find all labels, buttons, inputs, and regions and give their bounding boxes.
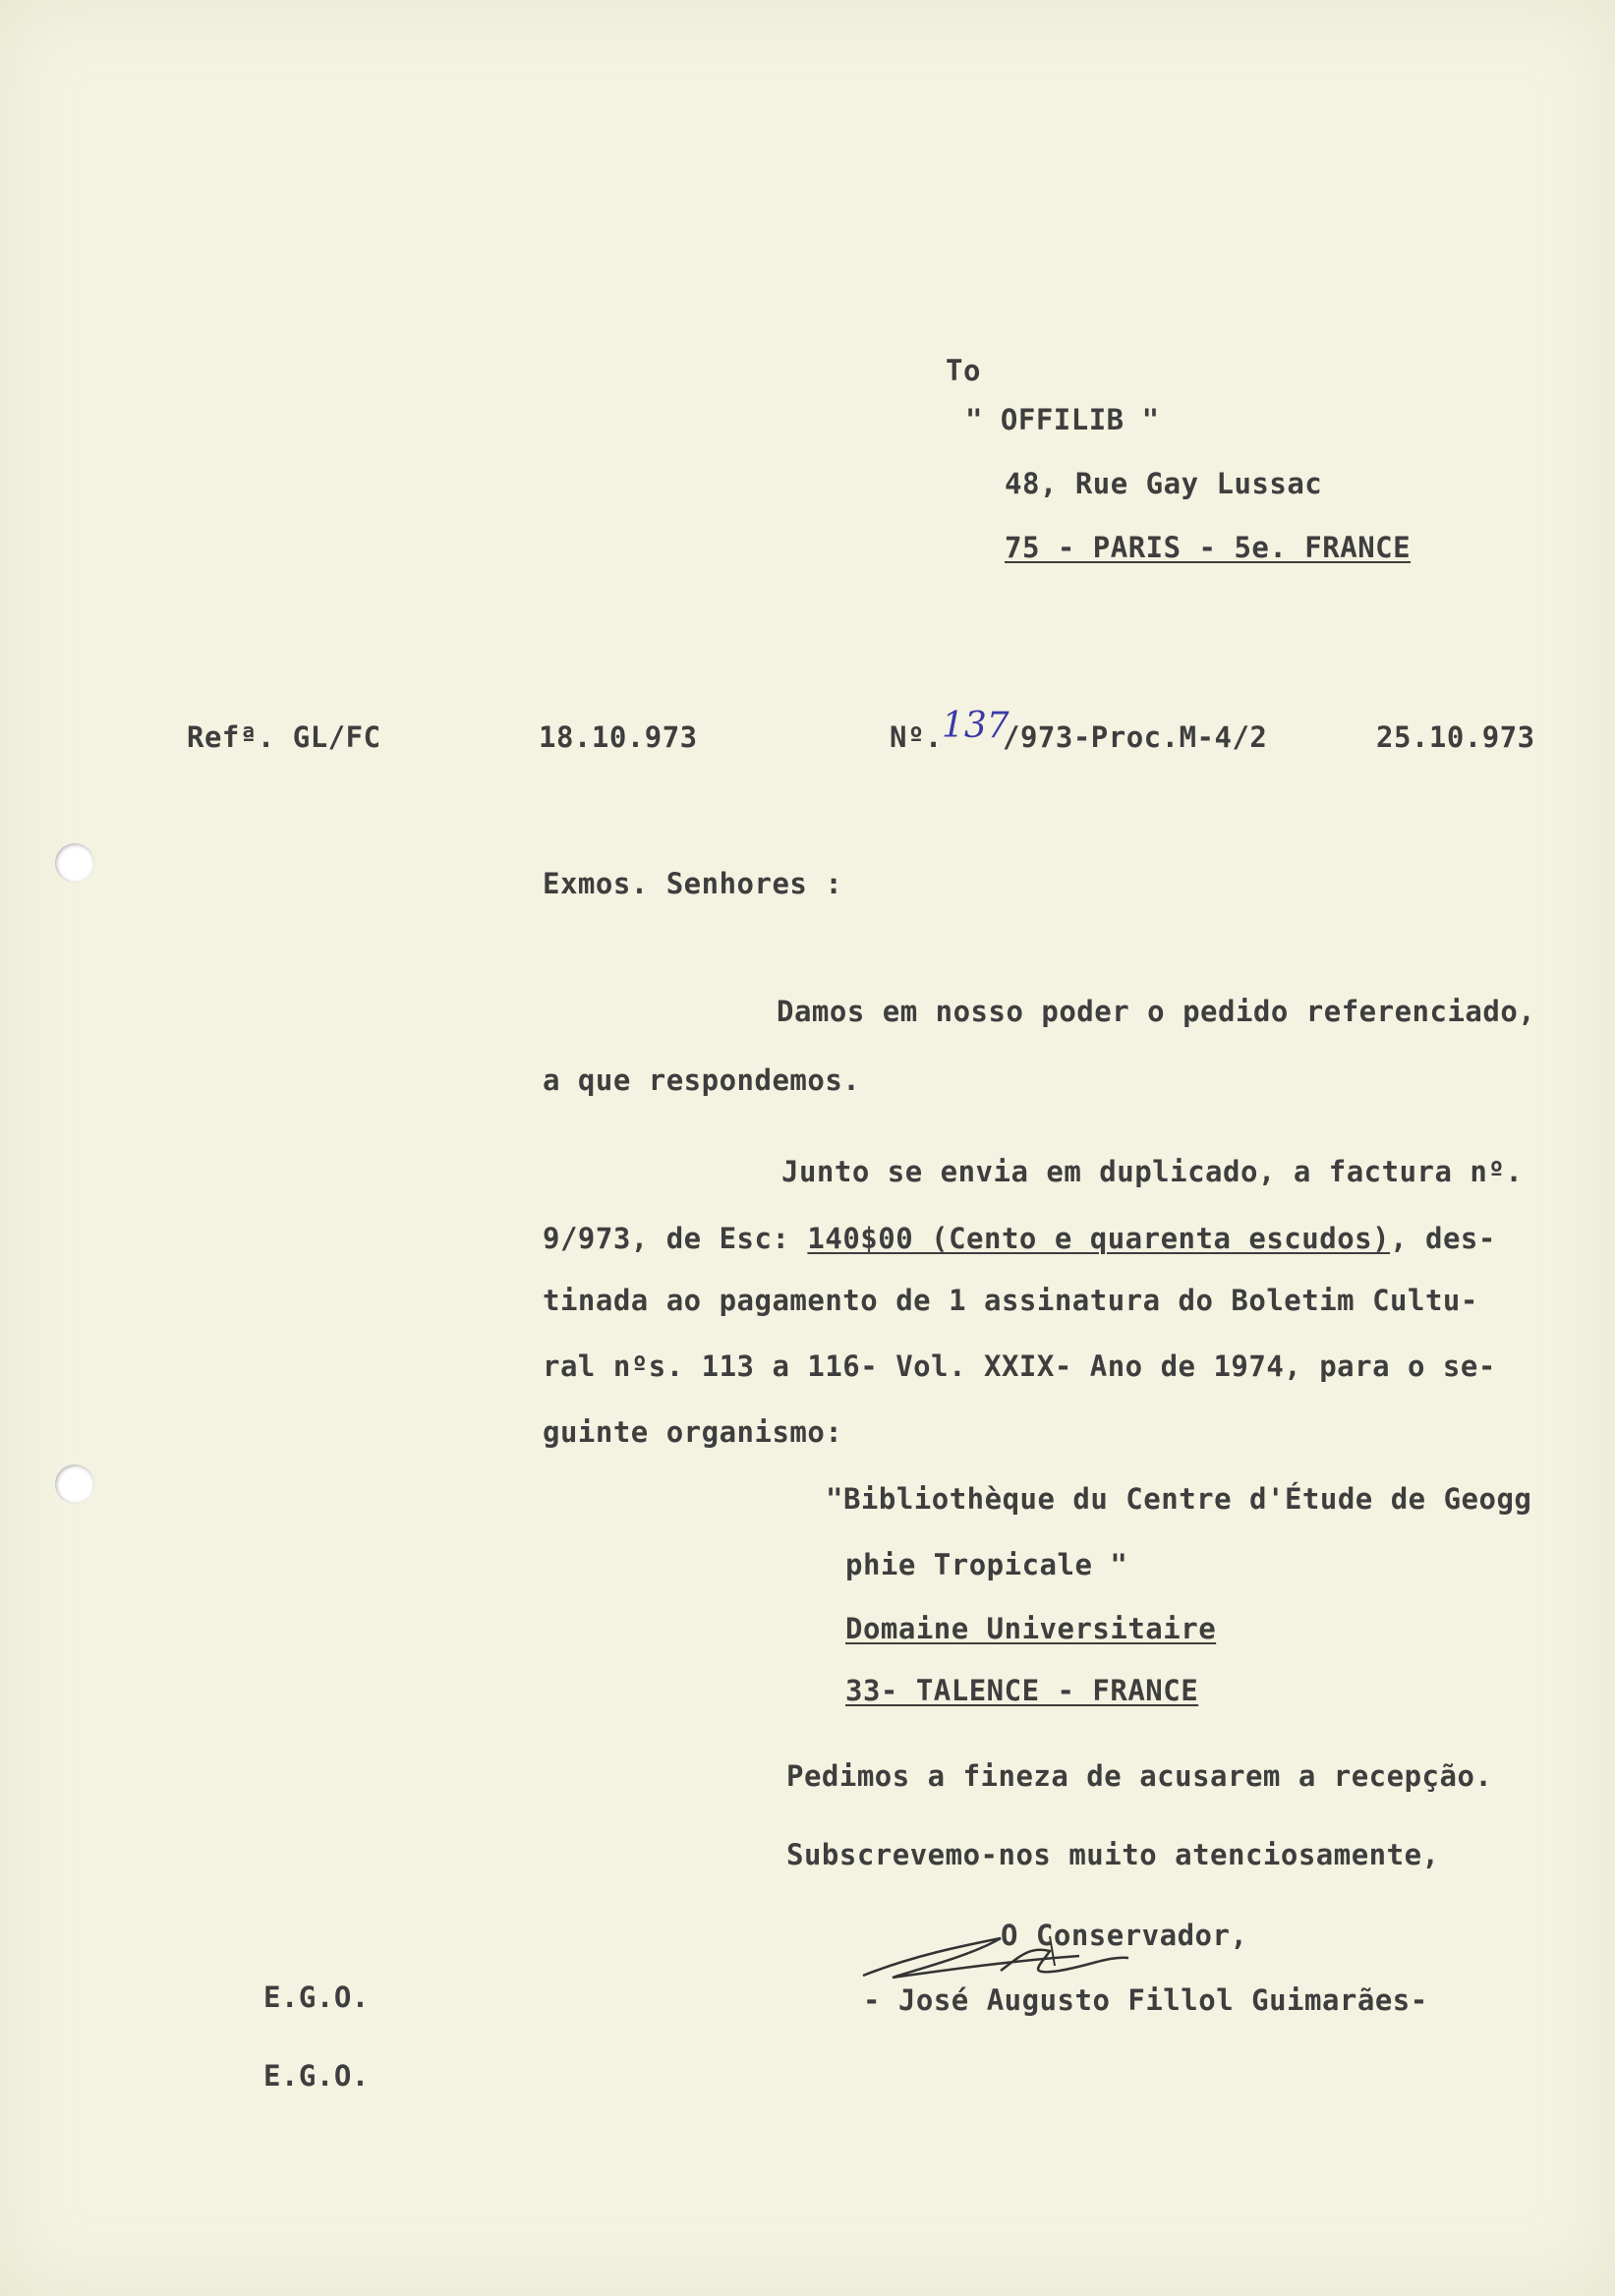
reference-date: 18.10.973 [539, 720, 698, 754]
salutation: Exmos. Senhores : [543, 867, 843, 900]
letter-date: 25.10.973 [1376, 720, 1535, 754]
address-name: " OFFILIB " [965, 403, 1160, 436]
reference-number-suffix: /973-Proc.M-4/2 [1003, 720, 1268, 754]
closing-line: Pedimos a fineza de acusarem a recepção. [786, 1759, 1493, 1793]
organization-line: 33- TALENCE - FRANCE [845, 1674, 1199, 1707]
body-line: ral nºs. 113 a 116- Vol. XXIX- Ano de 1974, para o se- [543, 1349, 1496, 1383]
invoice-ref: 9/973, de Esc: [543, 1222, 808, 1255]
organization-line: "Bibliothèque du Centre d'Étude de Geogg [826, 1482, 1532, 1516]
address-city: 75 - PARIS - 5e. FRANCE [1005, 531, 1412, 564]
address-to: To [946, 354, 981, 387]
reference-number-prefix: Nº. [890, 720, 943, 754]
address-street: 48, Rue Gay Lussac [1005, 467, 1323, 500]
invoice-amount: 140$00 (Cento e quarenta escudos) [807, 1222, 1391, 1255]
body-line: guinte organismo: [543, 1415, 843, 1449]
body-line [543, 1222, 1496, 1255]
closing-line: Subscrevemo-nos muito atenciosamente, [786, 1838, 1440, 1871]
organization-line: phie Tropicale " [845, 1548, 1128, 1581]
body-line: a que respondemos. [543, 1063, 861, 1097]
footer-code: E.G.O. [263, 2059, 370, 2093]
footer-code: E.G.O. [263, 1980, 370, 2014]
body-line: tinada ao pagamento de 1 assinatura do Boletim Cultu- [543, 1284, 1478, 1317]
reference-code: Refª. GL/FC [187, 720, 381, 754]
invoice-tail: , des- [1390, 1222, 1496, 1255]
organization-line: Domaine Universitaire [845, 1612, 1217, 1645]
reference-number-handwritten: 137 [942, 706, 1009, 746]
body-line: Damos em nosso poder o pedido referenciado, [777, 995, 1536, 1028]
signatory-name: - José Augusto Fillol Guimarães- [863, 1983, 1428, 2017]
body-line: Junto se envia em duplicado, a factura nº. [781, 1155, 1524, 1188]
punch-hole-bottom [55, 1464, 94, 1504]
punch-hole-top [55, 843, 94, 883]
signatory-title: O Conservador, [1001, 1919, 1248, 1952]
